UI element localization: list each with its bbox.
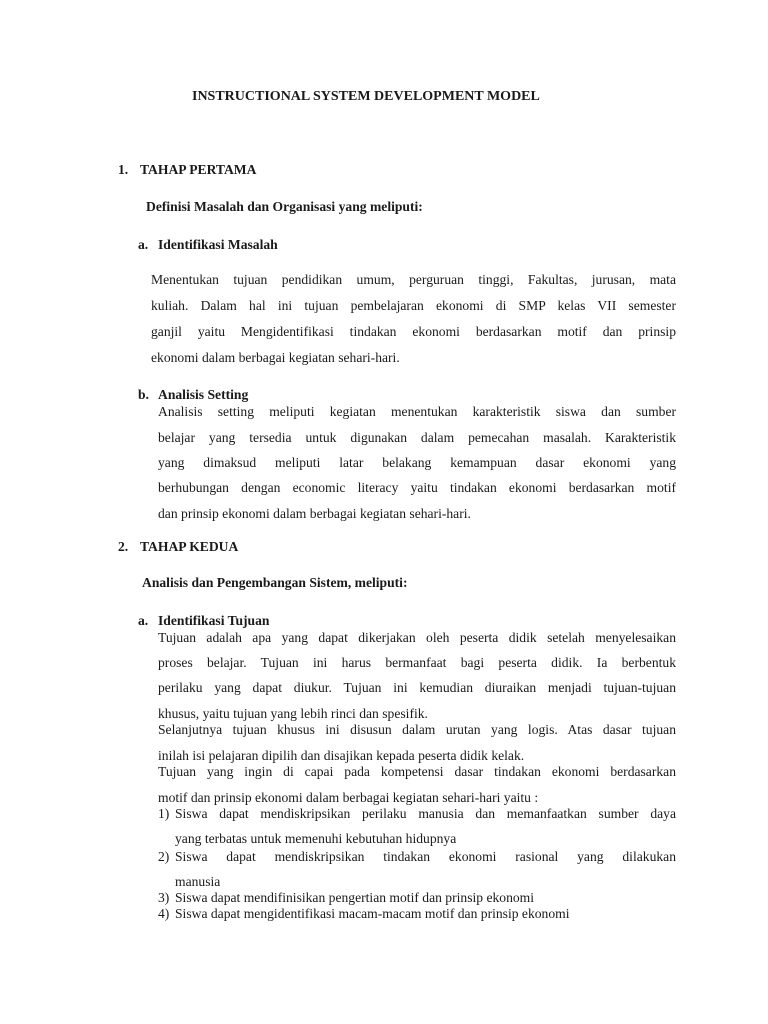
section-1-heading: TAHAP PERTAMA [140, 162, 257, 177]
item-1a-line: Menentukan tujuan pendidikan umum, perguruan tinggi, Fakultas, jurusan, mata [151, 272, 676, 287]
item-2a-marker: a. [138, 613, 149, 628]
item-1b-line: yang dimaksud meliputi latar belakang kemampuan dasar ekonomi yang [158, 455, 676, 470]
item-1a-heading: Identifikasi Masalah [158, 237, 278, 252]
item-2a-line: Selanjutnya tujuan khusus ini disusun dalam urutan yang logis. Atas dasar tujuan [158, 722, 676, 737]
item-2a-line: inilah isi pelajaran dipilih dan disajikan kepada peserta didik kelak. [158, 748, 525, 763]
list-item-line: Siswa dapat mendiskripsikan perilaku manusia dan memanfaatkan sumber daya [175, 806, 676, 821]
item-2a-line: khusus, yaitu tujuan yang lebih rinci dan spesifik. [158, 706, 428, 721]
list-item-line: Siswa dapat mendiskripsikan tindakan ekonomi rasional yang dilakukan [175, 849, 676, 864]
list-item-line: yang terbatas untuk memenuhi kebutuhan hidupnya [175, 831, 457, 846]
list-item-marker: 2) [158, 849, 170, 864]
item-1a-line: kuliah. Dalam hal ini tujuan pembelajaran ekonomi di SMP kelas VII semester [151, 298, 676, 313]
list-item-line: Siswa dapat mengidentifikasi macam-macam motif dan prinsip ekonomi [175, 906, 570, 921]
list-item-line: Siswa dapat mendifinisikan pengertian motif dan prinsip ekonomi [175, 890, 535, 905]
item-1b-heading: Analisis Setting [158, 387, 249, 402]
item-2a-line: Tujuan adalah apa yang dapat dikerjakan oleh peserta didik setelah menyelesaikan [158, 630, 676, 645]
item-2a-line: Tujuan yang ingin di capai pada kompetensi dasar tindakan ekonomi berdasarkan [158, 764, 676, 779]
item-2a-line: perilaku yang dapat diukur. Tujuan ini kemudian diuraikan menjadi tujuan-tujuan [158, 680, 676, 695]
section-2-number: 2. [118, 539, 129, 554]
item-1b-marker: b. [138, 387, 149, 402]
item-2a-heading: Identifikasi Tujuan [158, 613, 270, 628]
item-1a-line: ganjil yaitu Mengidentifikasi tindakan ekonomi berdasarkan motif dan prinsip [151, 324, 676, 339]
list-item-line: manusia [175, 874, 221, 889]
section-1-number: 1. [118, 162, 129, 177]
item-2a-line: proses belajar. Tujuan ini harus bermanfaat bagi peserta didik. Ia berbentuk [158, 655, 676, 670]
item-1b-line: dan prinsip ekonomi dalam berbagai kegiatan sehari-hari. [158, 506, 471, 521]
document-title: INSTRUCTIONAL SYSTEM DEVELOPMENT MODEL [192, 89, 540, 104]
item-1b-line: Analisis setting meliputi kegiatan menentukan karakteristik siswa dan sumber [158, 404, 676, 419]
section-2-subheading: Analisis dan Pengembangan Sistem, meliputi: [142, 575, 408, 590]
item-1b-line: belajar yang tersedia untuk digunakan dalam pemecahan masalah. Karakteristik [158, 430, 676, 445]
section-2-heading: TAHAP KEDUA [140, 539, 239, 554]
item-1a-line: ekonomi dalam berbagai kegiatan sehari-hari. [151, 350, 400, 365]
list-item-marker: 1) [158, 806, 170, 821]
item-2a-line: motif dan prinsip ekonomi dalam berbagai kegiatan sehari-hari yaitu : [158, 790, 539, 805]
list-item-marker: 3) [158, 890, 170, 905]
list-item-marker: 4) [158, 906, 170, 921]
section-1-subheading: Definisi Masalah dan Organisasi yang meliputi: [146, 199, 423, 214]
item-1a-marker: a. [138, 237, 149, 252]
item-1b-line: berhubungan dengan economic literacy yaitu tindakan ekonomi berdasarkan motif [158, 480, 676, 495]
